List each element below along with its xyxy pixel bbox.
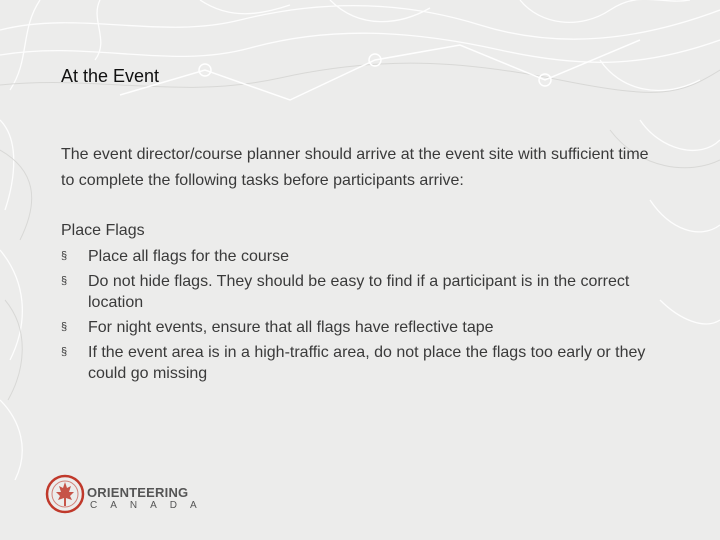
- orienteering-canada-logo: [44, 470, 210, 518]
- section-heading: Place Flags: [61, 222, 145, 239]
- bullet-item: [61, 271, 671, 313]
- bullet-symbol: §: [61, 275, 68, 287]
- bullet-item: [61, 342, 671, 384]
- bullet-symbol: §: [61, 321, 68, 333]
- bullet-text: Place all flags for the course: [88, 248, 289, 265]
- bullet-item: [61, 246, 671, 267]
- slide-title: At the Event: [61, 66, 160, 86]
- bullet-item: [61, 317, 671, 338]
- logo-subtitle: CANADA: [90, 500, 210, 511]
- bullet-text: For night events, ensure that all flags have reflective tape: [88, 319, 494, 336]
- bullet-symbol: §: [61, 250, 68, 262]
- logo-wordmark: ORIENTEERING: [87, 485, 189, 500]
- place-flags-section: [61, 220, 671, 384]
- bullet-list: [61, 246, 671, 384]
- bullet-symbol: §: [61, 346, 68, 358]
- bullet-text: Do not hide flags. They should be easy to find if a participant is in the correct location: [88, 273, 630, 311]
- bullet-text: If the event area is in a high-traffic area, do not place the flags too early or they could go missing: [88, 344, 646, 382]
- maple-leaf-emblem-icon: [44, 470, 88, 518]
- intro-paragraph: The event director/course planner should arrive at the event site with sufficient time to complete the following tasks before participants arrive:: [61, 146, 649, 189]
